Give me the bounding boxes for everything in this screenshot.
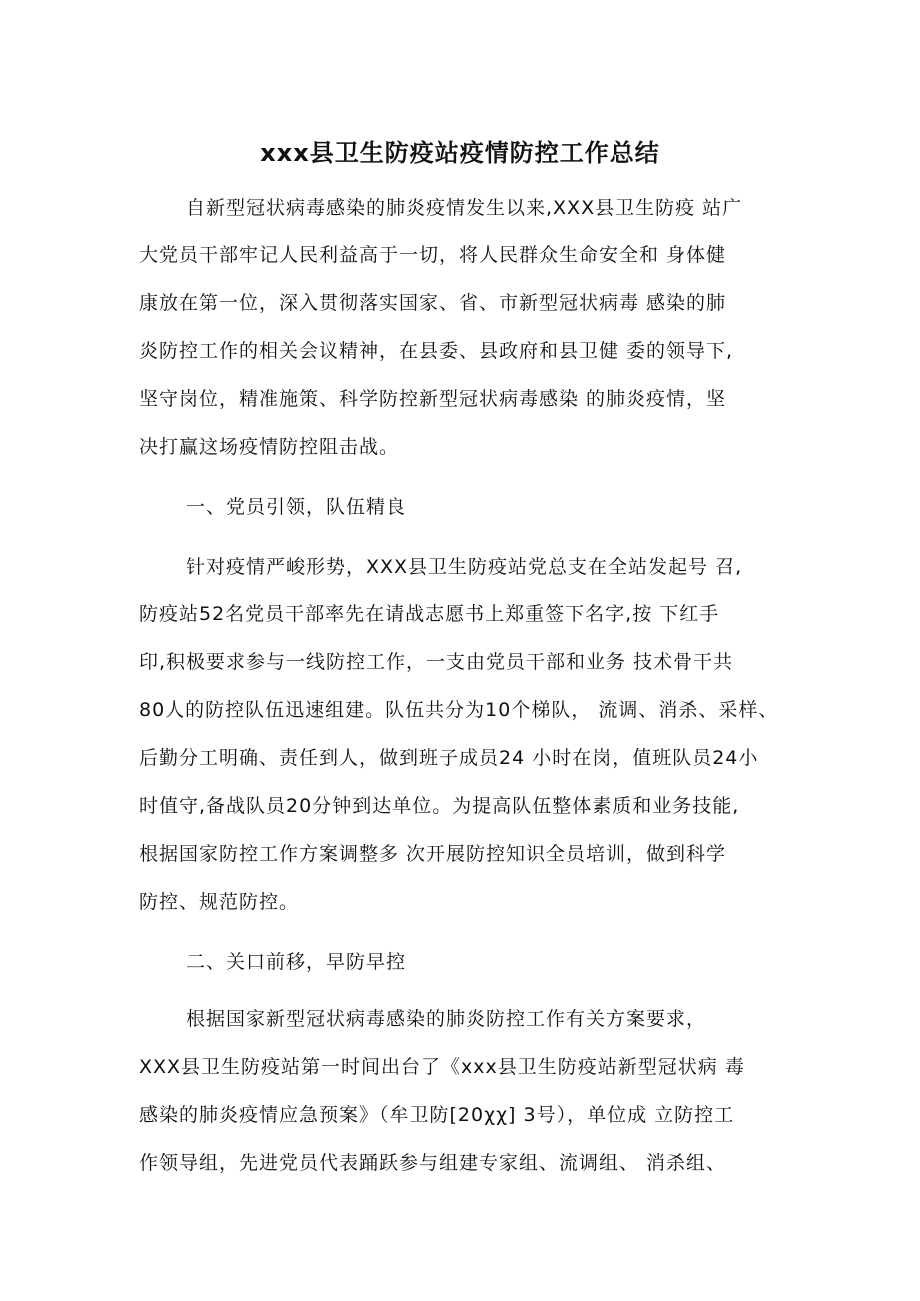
paragraph-line: 炎防控工作的相关会议精神，在县委、县政府和县卫健 委的领导下, [139,340,734,362]
paragraph-line: 根据国家防控工作方案调整多 次开展防控知识全员培训，做到科学 [139,843,727,865]
paragraph-line: 自新型冠状病毒感染的肺炎疫情发生以来,XXX县卫生防疫 站广 [186,197,743,219]
paragraph-line: XXX县卫生防疫站第一时间出台了《xxx县卫生防疫站新型冠状病 毒 [139,1056,745,1078]
paragraph-line: 感染的肺炎疫情应急预案》（牟卫防[20χχ] 3号），单位成 立防控工 [139,1104,735,1126]
paragraph-line: 80人的防控队伍迅速组建。队伍共分为10个梯队， 流调、消杀、采样、 [139,699,779,721]
paragraph-line: 根据国家新型冠状病毒感染的肺炎防控工作有关方案要求， [186,1008,707,1030]
paragraph-line: 康放在第一位，深入贯彻落实国家、省、市新型冠状病毒 感染的肺 [139,292,727,314]
paragraph-line: 大党员干部牢记人民利益高于一切，将人民群众生命安全和 身体健 [139,244,727,266]
document-title: xxx县卫生防疫站疫情防控工作总结 [260,139,660,167]
paragraph-line: 防控、规范防控。 [139,891,300,913]
paragraph-line: 时值守,备战队员20分钟到达单位。为提高队伍整体素质和业务技能, [139,795,740,817]
section-heading-2: 二、关口前移，早防早控 [186,951,407,973]
paragraph-line: 印,积极要求参与一线防控工作，一支由党员干部和业务 技术骨干共 [139,651,734,673]
paragraph-line: 防疫站52名党员干部率先在请战志愿书上郑重签下名字,按 下红手 [139,603,720,625]
paragraph-line: 决打赢这场疫情防控阻击战。 [139,436,400,458]
paragraph-line: 后勤分工明确、责任到人，做到班子成员24 小时在岗，值班队员24小 [139,747,759,769]
section-heading-1: 一、党员引领，队伍精良 [186,496,407,518]
paragraph-line: 针对疫情严峻形势，XXX县卫生防疫站党总支在全站发起号 召, [186,556,743,578]
paragraph-line: 作领导组，先进党员代表踊跃参与组建专家组、流调组、 消杀组、 [139,1152,727,1174]
paragraph-line: 坚守岗位，精准施策、科学防控新型冠状病毒感染 的肺炎疫情，坚 [139,388,727,410]
